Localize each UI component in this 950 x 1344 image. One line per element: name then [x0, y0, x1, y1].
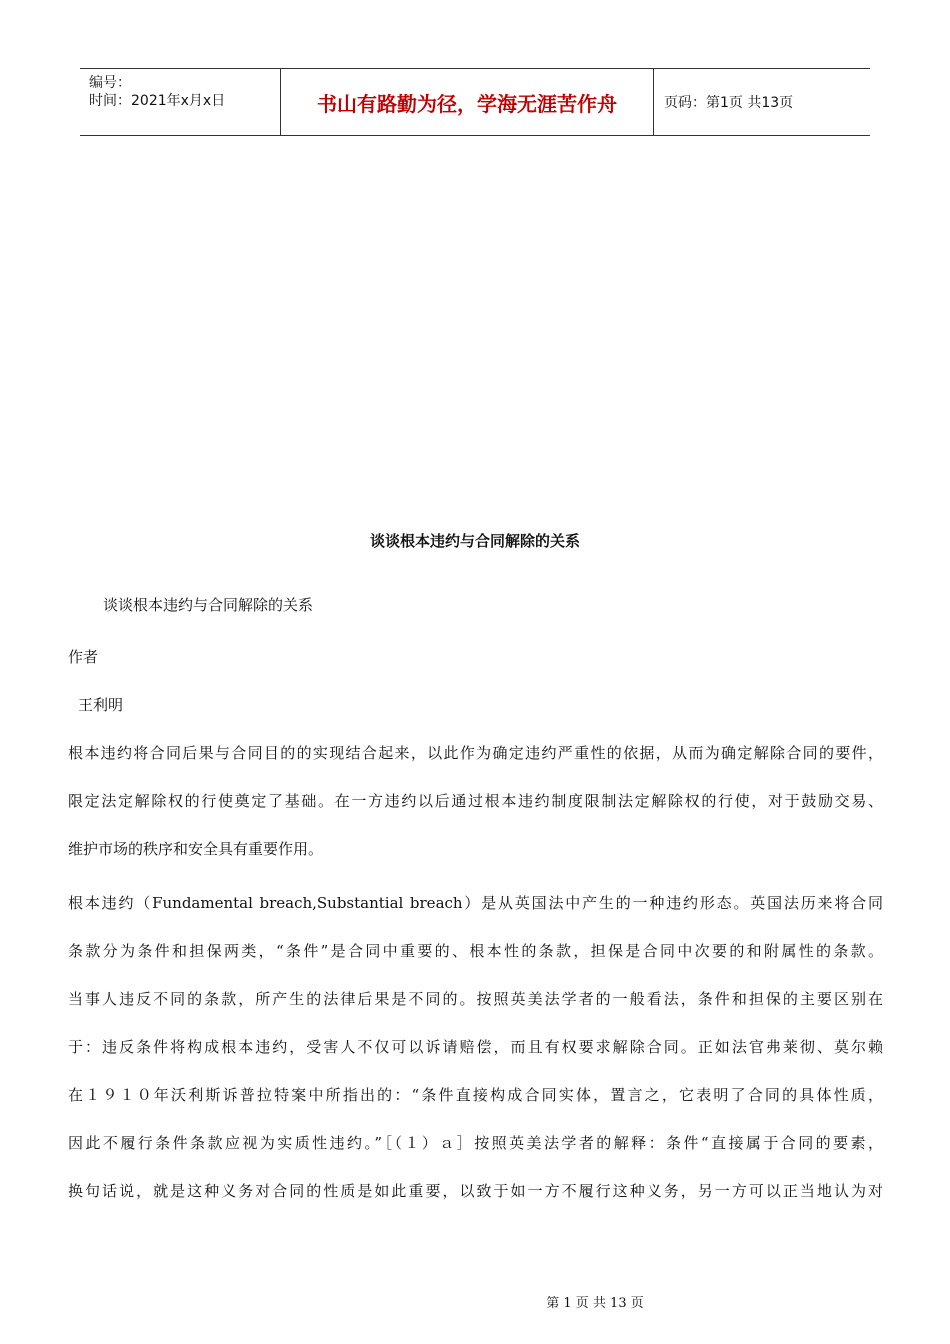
motto-cell [281, 69, 654, 135]
paragraph-line: 换句话说，就是这种义务对合同的性质是如此重要，以致于如一方不履行这种义务，另一方可以正当地认为对 [68, 1182, 883, 1200]
paragraph-line: 于：违反条件将构成根本违约，受害人不仅可以诉请赔偿，而且有权要求解除合同。正如法官弗莱彻、莫尔赖 [68, 1038, 883, 1056]
header-table [80, 68, 870, 136]
paragraph-2 [68, 890, 883, 1226]
paragraph-line: 根本违约将合同后果与合同目的的实现结合起来，以此作为确定违约严重性的依据，从而为确定解除合同的要件， [68, 744, 883, 762]
author-label: 作者 [68, 648, 99, 666]
footer-page-number: 第 1 页 共 13 页 [546, 1296, 644, 1311]
paragraph-line: 因此不履行条件条款应视为实质性违约。”［（１）ａ］按照英美法学者的解释：条件“直接属于合同的要素， [68, 1134, 883, 1152]
paragraph-line: 根本违约（Fundamental breach,Substantial breach）是从英国法中产生的一种违约形态。英国法历来将合同 [68, 894, 883, 912]
paragraph-line: 当事人违反不同的条款，所产生的法律后果是不同的。按照英美法学者的一般看法，条件和担保的主要区别在 [68, 990, 883, 1008]
page-footer [0, 1292, 950, 1311]
motto-text: 书山有路勤为径，学海无涯苦作舟 [317, 91, 617, 116]
time-label: 时间：2021年x月x日 [89, 93, 226, 109]
paragraph-line: 在１９１０年沃利斯诉普拉特案中所指出的：“条件直接构成合同实体，置言之，它表明了合同的具体性质， [68, 1086, 883, 1104]
paragraph-line: 维护市场的秩序和安全具有重要作用。 [68, 840, 324, 858]
number-label: 编号： [89, 75, 131, 91]
paragraph-1 [68, 740, 883, 884]
document-title: 谈谈根本违约与合同解除的关系 [369, 532, 580, 550]
subtitle: 谈谈根本违约与合同解除的关系 [103, 596, 314, 614]
page-info: 页码：第1页 共13页 [664, 95, 794, 111]
header-meta-cell [80, 69, 281, 135]
paragraph-line: 限定法定解除权的行使奠定了基础。在一方违约以后通过根本违约制度限制法定解除权的行使，对于鼓励交易、 [68, 792, 883, 810]
paragraph-line: 条款分为条件和担保两类，“条件”是合同中重要的、根本性的条款，担保是合同中次要的和附属性的条款。 [68, 942, 883, 960]
author-name: 王利明 [78, 696, 124, 714]
page-info-cell [654, 69, 870, 135]
